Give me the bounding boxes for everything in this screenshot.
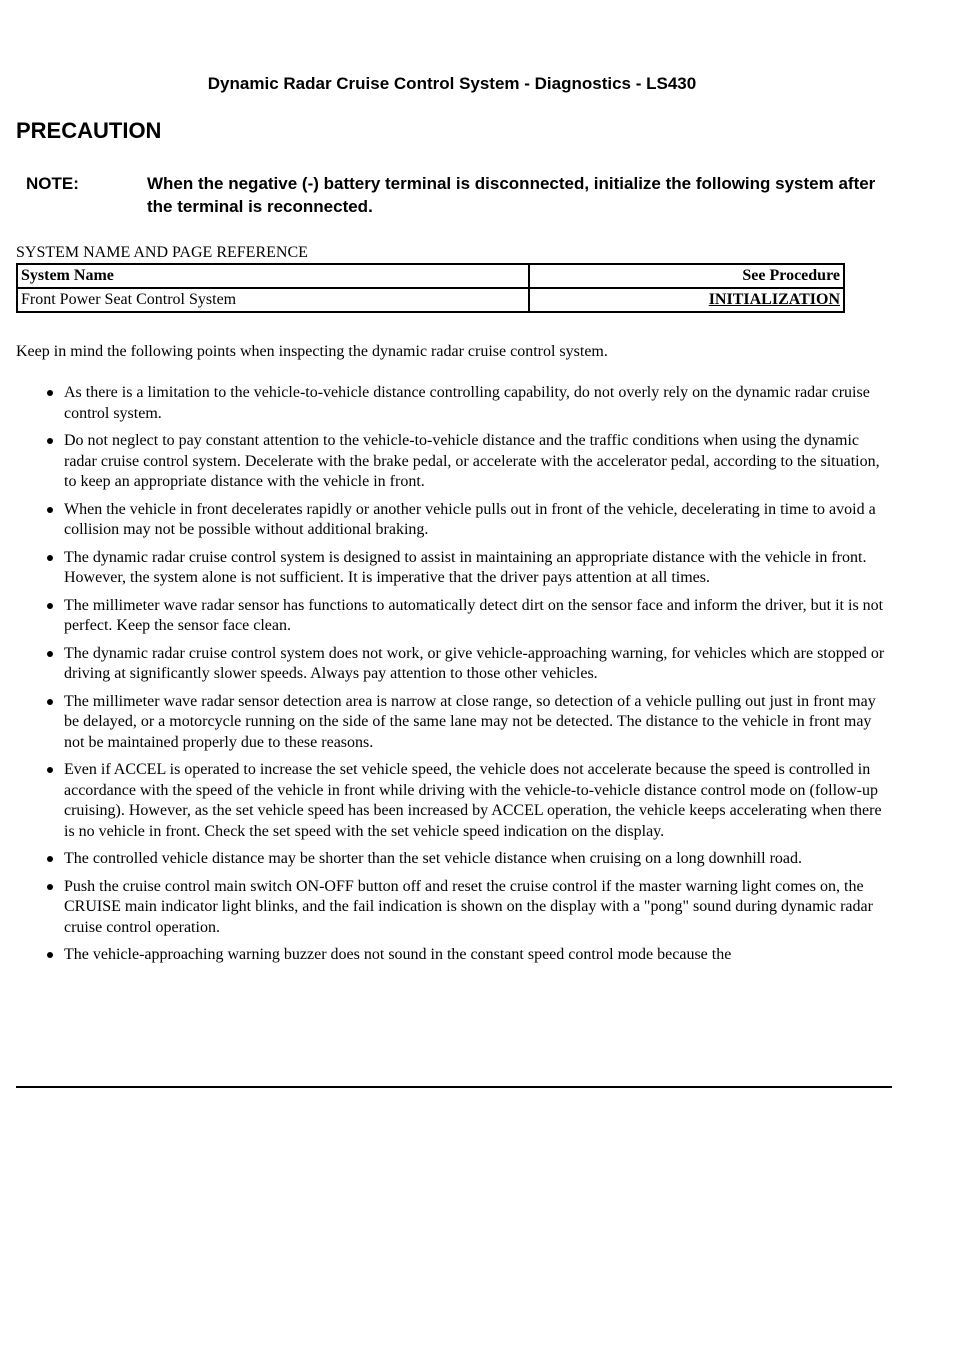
procedure-cell xyxy=(529,288,844,312)
note-text: When the negative (-) battery terminal is disconnected, initialize the following system after the terminal is reconnected. xyxy=(147,174,876,216)
page-header: Dynamic Radar Cruise Control System - Diagnostics - LS430 xyxy=(207,74,697,93)
bullet-icon xyxy=(47,856,53,862)
list-item xyxy=(16,383,888,424)
reference-heading: SYSTEM NAME AND PAGE REFERENCE xyxy=(16,244,308,261)
precaution-list xyxy=(16,383,888,973)
bullet-icon xyxy=(47,390,53,396)
list-item xyxy=(16,500,888,541)
bullet-icon xyxy=(47,603,53,609)
section-heading: PRECAUTION xyxy=(16,118,162,143)
list-item xyxy=(16,877,888,939)
system-name-cell: Front Power Seat Control System xyxy=(17,288,529,312)
list-item-text: The vehicle-approaching warning buzzer does not sound in the constant speed control mode because the xyxy=(64,946,732,963)
list-item-text: As there is a limitation to the vehicle-to-vehicle distance controlling capability, do not overly rely on the dynamic radar cruise control system. xyxy=(64,384,870,422)
list-item-text: The dynamic radar cruise control system does not work, or give vehicle-approaching warning, for vehicles which are stopped or driving at significantly slower speeds. Always pay attention to those other vehicles. xyxy=(64,644,885,682)
list-item xyxy=(16,644,888,685)
list-item-text: Push the cruise control main switch ON-OFF button off and reset the cruise control if the master warning light comes on, the CRUISE main indicator light blinks, and the fail indication is shown on the display with a "pong" sound during dynamic radar cruise control operation. xyxy=(64,877,873,936)
bullet-icon xyxy=(47,884,53,890)
table-header-row xyxy=(17,264,844,288)
list-item-text: The dynamic radar cruise control system is designed to assist in maintaining an appropriate distance with the vehicle in front. However, the system alone is not sufficient. It is imperative that the driver pays attention at all times. xyxy=(64,548,867,586)
list-item xyxy=(16,431,888,493)
list-item-text: Even if ACCEL is operated to increase the set vehicle speed, the vehicle does not accelerate because the speed is controlled in accordance with the speed of the vehicle in front while driving with the vehicle-to-vehicle distance control mode on (follow-up cruising). However, as the set vehicle speed has been increased by ACCEL operation, the vehicle keeps accelerating when there is no vehicle in front. Check the set speed with the set vehicle speed indication on the display. xyxy=(64,761,882,840)
list-item-text: The controlled vehicle distance may be shorter than the set vehicle distance when cruising on a long downhill road. xyxy=(64,850,802,867)
initialization-link[interactable]: INITIALIZATION xyxy=(708,291,840,308)
list-item xyxy=(16,760,888,842)
bullet-icon xyxy=(47,767,53,773)
column-header-see-procedure: See Procedure xyxy=(529,264,844,288)
list-item xyxy=(16,548,888,589)
bullet-icon xyxy=(47,438,53,444)
column-header-system-name: System Name xyxy=(17,264,529,288)
bullet-icon xyxy=(47,699,53,705)
reference-table xyxy=(16,263,845,313)
list-item xyxy=(16,945,888,966)
list-item-text: The millimeter wave radar sensor detection area is narrow at close range, so detection of a vehicle pulling out just in front may be delayed, or a motorcycle running on the side of the same lane may not be detected. The distance to the vehicle in front may not be maintained properly due to these reasons. xyxy=(64,692,876,751)
list-item xyxy=(16,849,888,870)
intro-text: Keep in mind the following points when inspecting the dynamic radar cruise control system. xyxy=(16,343,608,360)
list-item xyxy=(16,596,888,637)
note-label: NOTE: xyxy=(26,174,79,193)
bullet-icon xyxy=(47,555,53,561)
list-item-text: When the vehicle in front decelerates rapidly or another vehicle pulls out in front of the vehicle, decelerating in time to avoid a collision may not be possible without additional braking. xyxy=(64,500,876,538)
page-divider xyxy=(16,1086,892,1088)
list-item xyxy=(16,692,888,754)
list-item-text: The millimeter wave radar sensor has functions to automatically detect dirt on the sensor face and inform the driver, but it is not perfect. Keep the sensor face clean. xyxy=(64,596,884,634)
bullet-icon xyxy=(47,507,53,513)
bullet-icon xyxy=(47,651,53,657)
list-item-text: Do not neglect to pay constant attention to the vehicle-to-vehicle distance and the traffic conditions when using the dynamic radar cruise control system. Decelerate with the brake pedal, or accelerate with the accelerator pedal, according to the situation, to keep an appropriate distance with the vehicle in front. xyxy=(64,432,880,490)
table-row xyxy=(17,288,844,312)
bullet-icon xyxy=(47,952,53,958)
